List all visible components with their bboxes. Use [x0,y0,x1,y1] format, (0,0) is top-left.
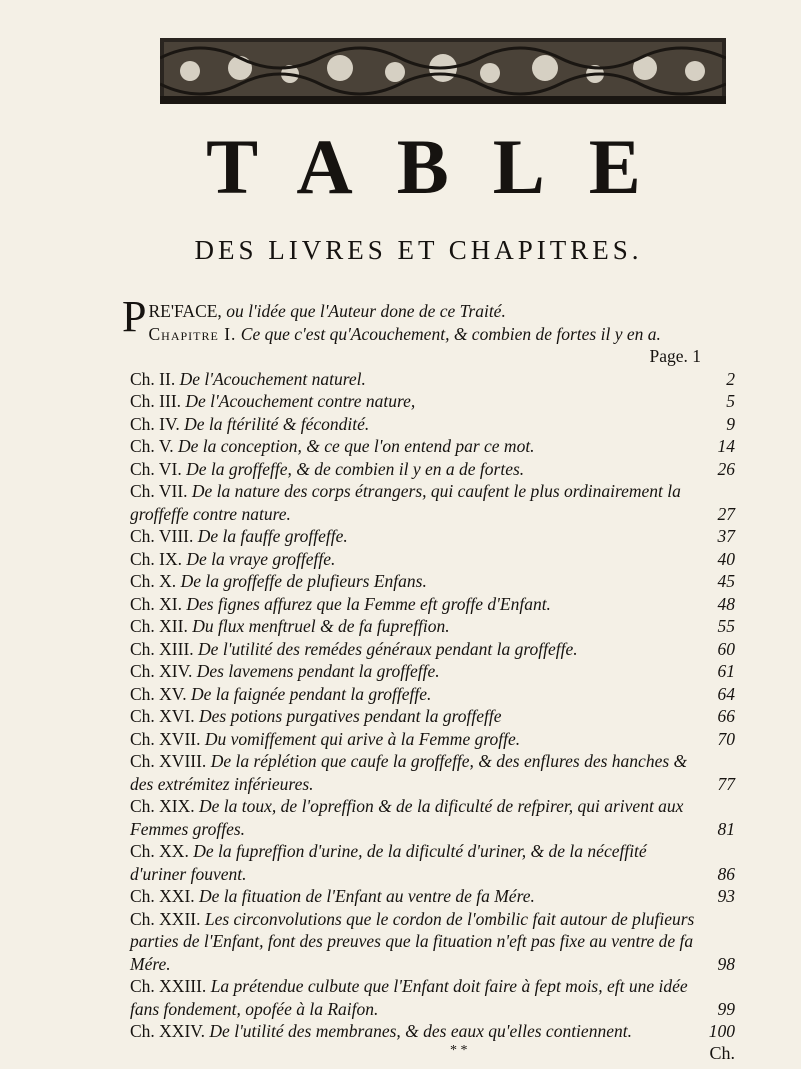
chapter-entry [130,435,735,458]
chapter-page-number: 40 [717,548,735,569]
page-subtitle: DES LIVRES ET CHAPITRES. [194,235,643,265]
chapter-title: Du vomiffement qui arive à la Femme groffe. [204,728,521,749]
preface-dropcap: P [122,292,147,341]
chapter-number: Ch. VI. [130,458,182,479]
chapter-page-number: 14 [717,436,735,456]
chapter-page-number: 60 [717,638,735,659]
chapter-title: De la toux, de l'opreffion & de la dificulté de refpirer, qui arivent aux Femmes groffes. [130,796,684,839]
chapter-number: Ch. XIX. [130,796,195,816]
chapter-number: Ch. XII. [130,616,188,636]
chapter-title: De la réplétion que caufe la groffeffe, & des enflures des hanches & des extrémitez inférieures. [130,751,688,794]
chapter-page-number: 48 [717,593,735,614]
chapter-title: De la fituation de l'Enfant au ventre de fa Mére. [199,886,535,906]
chapter-entry [130,390,735,413]
chapter-page-number: 98 [717,953,735,974]
chapter-entry [130,975,735,1020]
chapter-entry [130,615,735,638]
chapter-title: Des lavemens pendant la groffeffe. [196,661,440,681]
chapter-number: Ch. XVI. [130,706,195,726]
chapter-list [130,368,735,1043]
chapter-page-number: 45 [717,571,735,591]
chapter-title: De la groffeffe de plufieurs Enfans. [180,571,427,591]
chapter-page-number: 64 [717,683,735,704]
chapter-page-number: 81 [717,818,735,839]
chapter-number: Ch. X. [130,571,177,591]
chapter-title: De la ftérilité & fécondité. [184,413,370,434]
chapter-number: Ch. IV. [130,413,180,434]
chapter-entry [130,705,735,728]
chapter-number: Ch. XXII. [130,908,201,929]
chapter-entry [130,728,735,751]
chapter-title: De l'Acouchement naturel. [179,368,366,389]
chapter-number: Ch. XXIII. [130,976,207,996]
preface-text: ou l'idée que l'Auteur done de ce Traité. [226,301,506,321]
chapter-title: De la conception, & ce que l'on entend par ce mot. [178,436,535,456]
chapter-number: Ch. IX. [130,548,183,569]
chapter-number: Ch. VII. [130,481,188,501]
chapter-title: De l'Acouchement contre nature, [185,391,416,411]
chapter-page-number: 61 [717,661,735,681]
chapter-1-label: Chapitre I. [148,323,237,344]
chapter-number: Ch. XX. [130,841,189,861]
chapter-title: Du flux menftruel & de fa fupreffion. [192,616,450,636]
chapter-entry [130,908,735,976]
chapter-page-number: 66 [717,706,735,726]
chapter-page-number: 99 [717,998,735,1019]
ornamental-header-band [160,38,726,104]
ornament-icon [160,38,726,104]
chapter-number: Ch. XXIV. [130,1021,206,1041]
chapter-entry [130,795,735,840]
chapter-title: Des fignes affurez que la Femme eft groffe d'Enfant. [186,593,551,614]
chapter-title: De la groffeffe, & de combien il y en a de fortes. [186,458,525,479]
chapter-title: De l'utilité des remédes généraux pendant la groffeffe. [198,638,578,659]
chapter-title: Des potions purgatives pendant la groffeffe [199,706,502,726]
chapter-page-number: 70 [717,728,735,749]
chapter-page-number: 26 [717,458,735,479]
chapter-title: De la faignée pendant la groffeffe. [190,683,432,704]
chapter-number: Ch. XVIII. [130,751,207,771]
chapter-entry [130,840,735,885]
chapter-number: Ch. III. [130,391,182,411]
chapter-entry [130,548,735,571]
chapter-entry [130,750,735,795]
chapter-number: Ch. XXI. [130,886,195,906]
chapter-page-number: 93 [717,886,735,906]
chapter-number: Ch. XVII. [130,728,201,749]
chapter-number: Ch. II. [130,368,176,389]
page-title: TABLE [206,123,685,210]
chapter-page-number: 77 [717,773,735,794]
chapter-title: De la nature des corps étrangers, qui caufent le plus ordinairement la groffeffe contre nature. [130,481,681,524]
chapter-1-title: Ce que c'est qu'Acouchement, & combien de fortes il y en a. [240,323,661,344]
chapter-entry [130,413,735,436]
chapter-page-number: 37 [717,526,735,546]
chapter-title: De la fupreffion d'urine, de la dificulté d'uriner, & de la néceffité d'uriner fouvent. [130,841,647,884]
chapter-1-entry [130,323,735,346]
chapter-entry [130,638,735,661]
chapter-title: De la vraye groffeffe. [186,548,336,569]
chapter-entry [130,368,735,391]
chapter-entry [130,525,735,548]
chapter-entry [130,683,735,706]
chapter-number: Ch. XIV. [130,661,193,681]
chapter-page-number: 2 [726,368,735,389]
page-label: Page. 1 [649,346,701,366]
table-of-contents [122,292,735,1043]
chapter-title: Les circonvolutions que le cordon de l'ombilic fait autour de plufieurs parties de l'Enfant, font des preuves que la fituation n'eft pas fixe au ventre de fa Mére. [130,908,695,974]
chapter-title: La prétendue culbute que l'Enfant doit faire à fept mois, eft une idée fans fondement, opofée à la Raifon. [130,976,688,1019]
chapter-page-number: 5 [726,391,735,411]
chapter-entry [130,570,735,593]
chapter-entry [130,885,735,908]
signature-mark: * * [450,1043,468,1058]
chapter-page-number: 55 [717,616,735,636]
chapter-number: Ch. VIII. [130,526,194,546]
chapter-number: Ch. V. [130,436,174,456]
chapter-entry [130,593,735,616]
chapter-entry [130,660,735,683]
chapter-page-number: 100 [708,1021,735,1041]
chapter-number: Ch. XV. [130,683,187,704]
chapter-title: De la fauffe groffeffe. [197,526,348,546]
chapter-page-number: 9 [726,413,735,434]
chapter-entry [130,458,735,481]
chapter-title: De l'utilité des membranes, & des eaux qu'elles contiennent. [209,1021,632,1041]
catchword: Ch. [709,1043,735,1063]
chapter-number: Ch. XIII. [130,638,194,659]
chapter-entry [130,1020,735,1043]
chapter-entry [130,480,735,525]
chapter-page-number: 86 [717,863,735,884]
preface-label: RE'FACE, [148,301,222,321]
chapter-page-number: 27 [717,503,735,524]
chapter-number: Ch. XI. [130,593,183,614]
